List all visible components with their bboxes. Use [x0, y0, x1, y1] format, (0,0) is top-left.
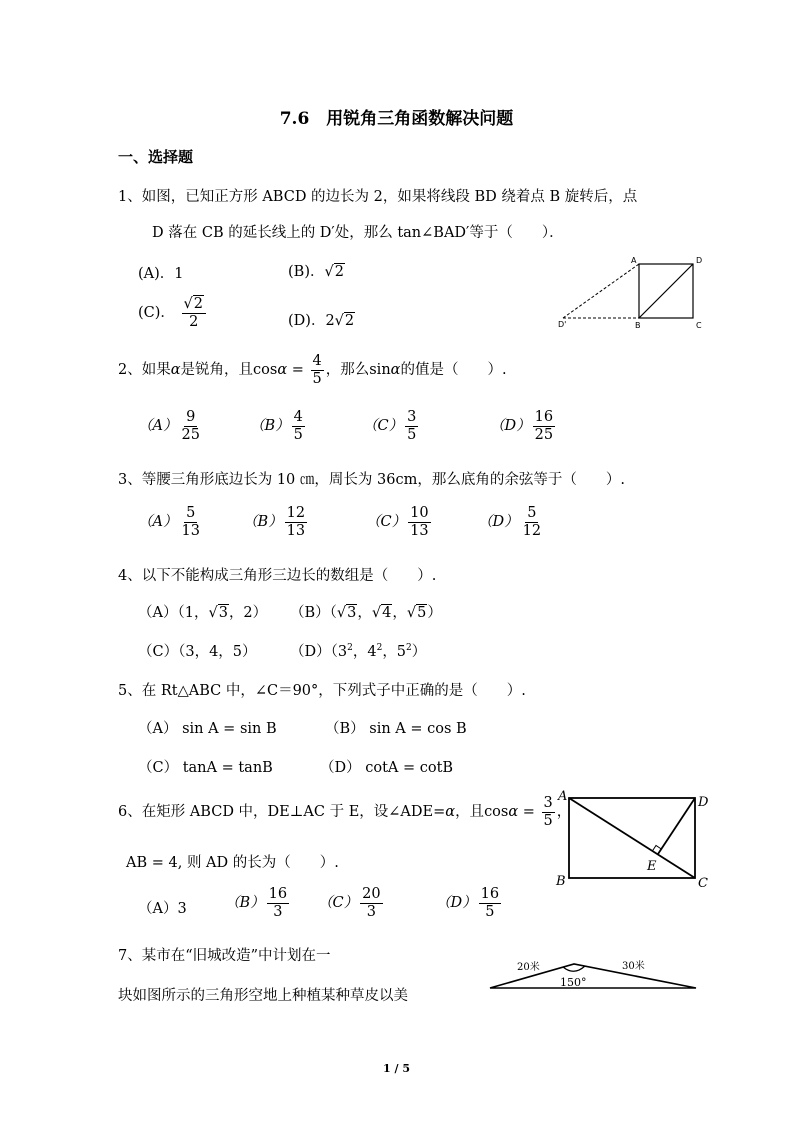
label-30m: 30米	[622, 961, 645, 972]
label-d: D	[696, 256, 703, 265]
q4-option-b: （B）（√3，√4，√5）	[290, 605, 442, 621]
q1-option-d: (D)．2√2	[288, 313, 355, 329]
q6-figure	[552, 786, 717, 894]
q5-option-a: （A） sin A = sin B	[138, 721, 277, 737]
q6-option-c: （C） $\frac{20}{3}$	[318, 886, 381, 920]
label-20m: 20米	[517, 962, 540, 973]
q6-line2: AB = 4, 则 AD 的长为（ ）.	[126, 855, 339, 871]
q2-option-d: （D） $\frac{16}{25}$	[490, 409, 554, 443]
q1-figure	[555, 252, 705, 334]
q4-option-c: （C）（3，4，5）	[138, 644, 257, 660]
q6-option-d: （D） $\frac{16}{5}$	[436, 886, 500, 920]
q1-option-b: (B)．√2	[288, 264, 344, 280]
q1-line2: D 落在 CB 的延长线上的 D′处，那么 tan∠BAD′等于（ ）．	[152, 225, 564, 241]
label-a: A	[631, 256, 637, 265]
q3-stem: 3、等腰三角形底边长为 10 ㎝，周长为 36cm，那么底角的余弦等于（ ）.	[118, 472, 625, 488]
q1-line1: 1、如图，已知正方形 ABCD 的边长为 2，如果将线段 BD 绕着点 B 旋转后，点	[118, 189, 638, 205]
q6-stem: 6、在矩形 ABCD 中，DE⊥AC 于 E，设∠ADE=α，且cosα = $\frac{3}{5}$ ，	[118, 795, 572, 829]
label-c: C	[696, 321, 702, 330]
q2-stem: 2、如果α是锐角，且cosα = $\frac{4}{5}$ ，那么sinα的值是（ ）.	[118, 353, 507, 387]
page-number: 1 / 5	[383, 1062, 410, 1075]
q3-option-c: （C） $\frac{10}{13}$	[366, 505, 429, 539]
q5-stem: 5、在 Rt△ABC 中，∠C＝90°，下列式子中正确的是（ ）.	[118, 683, 526, 699]
q7-line2: 块如图所示的三角形空地上种植某种草皮以美	[118, 988, 408, 1004]
q4-option-d: $(D)(3^2$，$4^2$，$5^2$）	[290, 643, 427, 660]
q1-option-a: (A)．1	[138, 266, 184, 282]
label-d: D	[698, 795, 709, 810]
q2-option-b: （B） $\frac{4}{5}$	[250, 409, 303, 443]
q6-option-b: （B） $\frac{16}{3}$	[225, 886, 288, 920]
q2-option-a: （A） $\frac{9}{25}$	[138, 409, 200, 443]
q1-option-c: (C)． $\frac{√2}{2}$	[138, 296, 208, 330]
q5-option-d: （D） cotA = cotB	[320, 760, 454, 776]
q4-option-a: （A）（1，√3，2）	[138, 605, 268, 621]
page-title: 7.6 用锐角三角函数解决问题	[279, 109, 514, 129]
q2-option-c: （C） $\frac{3}{5}$	[363, 409, 417, 443]
q5-option-b: （B） sin A = cos B	[325, 721, 467, 737]
label-e: E	[647, 859, 657, 874]
label-c: C	[698, 876, 708, 891]
q6-option-a: （A）3	[138, 901, 187, 917]
label-a: A	[558, 789, 568, 804]
q5-option-c: （C） tanA = tanB	[138, 760, 273, 776]
section-heading: 一、选择题	[118, 148, 194, 166]
label-d-prime: D'	[558, 320, 567, 329]
q4-stem: 4、以下不能构成三角形三边长的数组是（ ）.	[118, 568, 437, 584]
label-b: B	[556, 874, 566, 889]
q3-option-a: （A） $\frac{5}{13}$	[138, 505, 200, 539]
q7-line1: 7、某市在“旧城改造”中计划在一	[118, 948, 331, 964]
q7-figure	[486, 952, 701, 994]
q3-option-d: （D） $\frac{5}{12}$	[478, 505, 542, 539]
label-b: B	[635, 321, 641, 330]
q3-option-b: （B） $\frac{12}{13}$	[243, 505, 306, 539]
label-150-degrees: 150°	[560, 976, 587, 989]
